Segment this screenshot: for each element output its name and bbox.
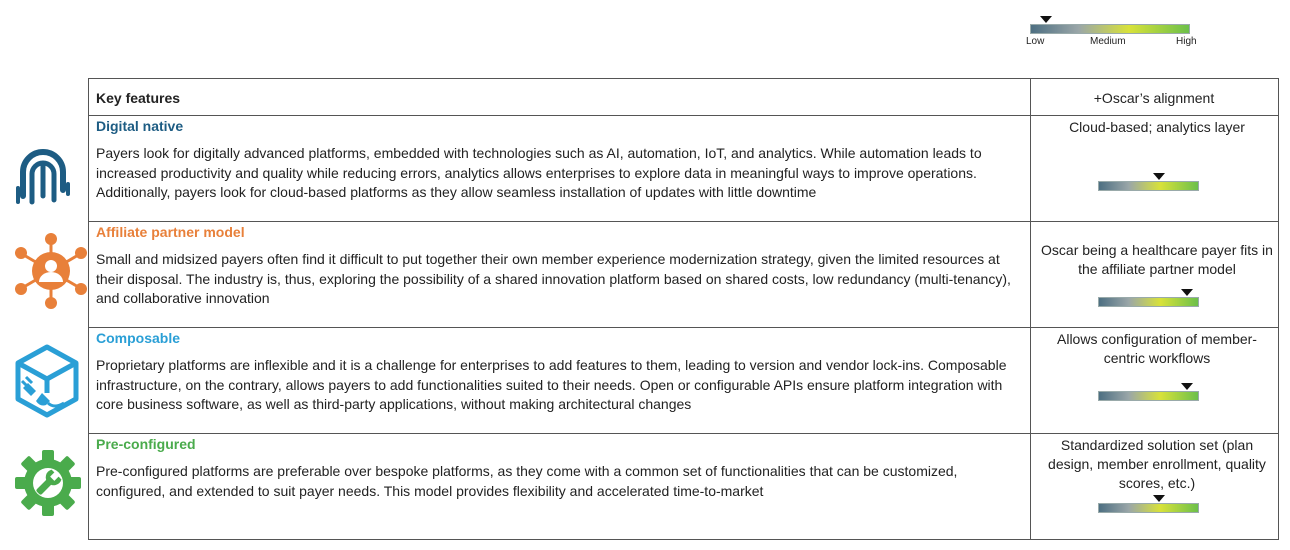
- feature-title: Affiliate partner model: [96, 224, 245, 240]
- alignment-gradient-bar: [1098, 181, 1199, 191]
- table-row: [89, 115, 1278, 221]
- legend-high-label: High: [1176, 36, 1197, 47]
- alignment-text: Cloud-based; analytics layer: [1069, 119, 1245, 135]
- legend-gradient-bar: [1030, 24, 1190, 34]
- alignment-gradient-bar: [1098, 297, 1199, 307]
- feature-title: Composable: [96, 330, 181, 346]
- alignment-text: Standardized solution set (plan design, member enrollment, quality scores, etc.): [1048, 437, 1266, 491]
- header-oscar-alignment: +Oscar’s alignment: [1093, 90, 1215, 106]
- legend-marker: [1040, 16, 1052, 23]
- feature-description: Payers look for digitally advanced platforms, embedded with technologies such as AI, automation, IoT, and analytics. While automation leads to increased productivity and quality while reducing errors, analytics allows enterprises to explore data in meaningful ways to improve operations. Additionally, payers look for cloud-based platforms as they allow seamless installation of updates with little downtime: [96, 145, 982, 200]
- feature-title: Digital native: [96, 118, 184, 134]
- legend-medium-label: Medium: [1090, 36, 1126, 47]
- features-table: [88, 78, 1279, 540]
- fingerprint-icon: [10, 144, 76, 214]
- alignment-text: Allows configuration of member-centric workflows: [1057, 331, 1257, 366]
- legend-low-label: Low: [1026, 36, 1045, 47]
- alignment-marker: [1181, 289, 1193, 296]
- network-user-icon: [14, 232, 88, 310]
- alignment-text: Oscar being a healthcare payer fits in the affiliate partner model: [1041, 242, 1273, 277]
- feature-description: Proprietary platforms are inflexible and it is a challenge for enterprises to add features to them, leading to version and vendor lock-ins. Composable infrastructure, on the contrary, allows payers to add functionalities suited to their needs. Open or configurable APIs ensure platform integration with core business software, as well as third-party applications, without making architectural changes: [96, 357, 1007, 412]
- alignment-legend: [1020, 14, 1220, 50]
- table-row: [89, 327, 1278, 433]
- table-row: [89, 221, 1278, 327]
- alignment-marker: [1181, 383, 1193, 390]
- feature-description: Small and midsized payers often find it difficult to put together their own member experience modernization strategy, given the limited resources at their disposal. The industry is, thus, exploring the possibility of a shared innovation platform based on shared costs, low redundancy (multi-tenancy), and collaborative innovation: [96, 251, 1011, 306]
- gear-wrench-icon: [14, 449, 82, 517]
- cube-plug-icon: [12, 343, 82, 419]
- alignment-gradient-bar: [1098, 503, 1199, 513]
- table-row: [89, 433, 1278, 539]
- feature-title: Pre-configured: [96, 436, 196, 452]
- feature-description: Pre-configured platforms are preferable over bespoke platforms, as they come with a common set of functionalities that can be customized, configured, and extended to suit payer needs. This model provides flexibility and accelerated time-to-market: [96, 463, 958, 499]
- alignment-marker: [1153, 495, 1165, 502]
- header-key-features: Key features: [96, 90, 181, 106]
- alignment-gradient-bar: [1098, 391, 1199, 401]
- alignment-marker: [1153, 173, 1165, 180]
